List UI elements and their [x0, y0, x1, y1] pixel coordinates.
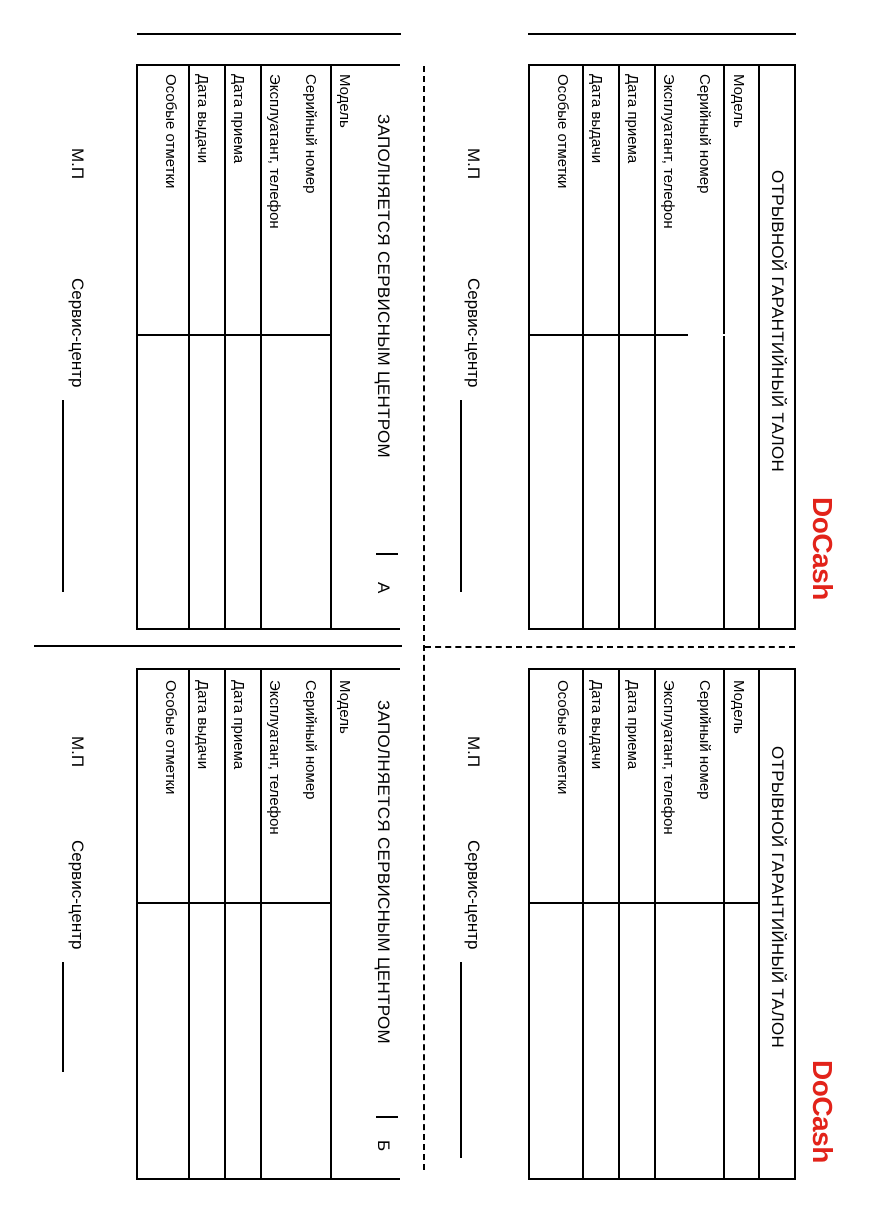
- row-merge-gap: [688, 334, 725, 336]
- value-split-line: [136, 902, 332, 904]
- coupon-title: ОТРЫВНОЙ ГАРАНТИЙНЫЙ ТАЛОН: [768, 170, 787, 473]
- stamp-label: М.П: [464, 736, 483, 768]
- row-divider: [618, 64, 620, 630]
- field-label-receive-date: Дата приема: [230, 680, 247, 770]
- row-divider: [723, 668, 725, 1180]
- table-bottom-edge: [136, 628, 400, 630]
- field-label-operator-phone: Эксплуатант, телефон: [660, 74, 677, 229]
- value-split-line: [528, 902, 758, 904]
- value-split-line: [136, 334, 332, 336]
- row-divider: [582, 668, 584, 1180]
- service-center-label: Сервис-центр: [68, 278, 87, 388]
- field-label-notes: Особые отметки: [554, 680, 571, 795]
- row-divider: [188, 668, 190, 1180]
- row-divider: [618, 668, 620, 1180]
- stamp-label: М.П: [68, 148, 87, 180]
- signature-line: [62, 962, 64, 1072]
- field-label-receive-date: Дата приема: [624, 74, 641, 164]
- row-divider: [330, 668, 332, 1180]
- row-divider: [654, 64, 656, 630]
- field-label-serial: Серийный номер: [302, 74, 319, 194]
- row-divider: [224, 64, 226, 630]
- letter-separator: [376, 1116, 398, 1118]
- field-label-notes: Особые отметки: [162, 680, 179, 795]
- row-divider: [582, 64, 584, 630]
- field-label-receive-date: Дата приема: [624, 680, 641, 770]
- coupon-letter-b: Б: [374, 1140, 393, 1152]
- service-center-label: Сервис-центр: [68, 840, 87, 950]
- field-label-serial: Серийный номер: [696, 74, 713, 194]
- stamp-label: М.П: [464, 148, 483, 180]
- table-top-edge: [136, 668, 400, 670]
- cut-line-horizontal: [425, 646, 795, 648]
- field-label-model: Модель: [336, 74, 353, 128]
- field-label-issue-date: Дата выдачи: [588, 680, 605, 770]
- table-edge: [136, 64, 138, 630]
- cut-line-vertical: [423, 66, 425, 1170]
- field-label-model: Модель: [336, 680, 353, 734]
- fold-line-left: [34, 645, 402, 647]
- service-center-label: Сервис-центр: [464, 278, 483, 388]
- field-label-operator-phone: Эксплуатант, телефон: [266, 74, 283, 229]
- table-top-edge: [136, 64, 400, 66]
- docash-logo: DoCash: [807, 497, 838, 600]
- field-label-model: Модель: [730, 74, 747, 128]
- row-divider: [330, 64, 332, 630]
- field-label-issue-date: Дата выдачи: [194, 74, 211, 164]
- docash-logo: DoCash: [807, 1060, 838, 1163]
- field-label-notes: Особые отметки: [162, 74, 179, 189]
- row-divider: [654, 668, 656, 1180]
- row-divider: [224, 668, 226, 1180]
- field-label-issue-date: Дата выдачи: [194, 680, 211, 770]
- field-label-operator-phone: Эксплуатант, телефон: [266, 680, 283, 835]
- row-divider: [723, 64, 725, 630]
- field-label-operator-phone: Эксплуатант, телефон: [660, 680, 677, 835]
- service-center-label: Сервис-центр: [464, 840, 483, 950]
- signature-line: [460, 962, 462, 1158]
- top-rule-right: [528, 33, 796, 35]
- service-copy-title: ЗАПОЛНЯЕТСЯ СЕРВИСНЫМ ЦЕНТРОМ: [374, 114, 393, 459]
- row-divider: [260, 668, 262, 1180]
- field-label-receive-date: Дата приема: [230, 74, 247, 164]
- row-divider: [188, 64, 190, 630]
- field-label-model: Модель: [730, 680, 747, 734]
- title-column-divider: [758, 668, 760, 1180]
- field-label-serial: Серийный номер: [696, 680, 713, 800]
- row-divider: [260, 64, 262, 630]
- signature-line: [62, 400, 64, 592]
- field-label-notes: Особые отметки: [554, 74, 571, 189]
- field-label-serial: Серийный номер: [302, 680, 319, 800]
- field-label-issue-date: Дата выдачи: [588, 74, 605, 164]
- service-copy-title: ЗАПОЛНЯЕТСЯ СЕРВИСНЫМ ЦЕНТРОМ: [374, 700, 393, 1045]
- letter-separator: [376, 553, 398, 555]
- table-edge: [136, 668, 138, 1180]
- coupon-title: ОТРЫВНОЙ ГАРАНТИЙНЫЙ ТАЛОН: [768, 746, 787, 1049]
- coupon-letter-a: А: [374, 582, 393, 594]
- signature-line: [460, 400, 462, 592]
- stamp-label: М.П: [68, 736, 87, 768]
- top-rule-left: [137, 33, 401, 35]
- table-bottom-edge: [136, 1178, 400, 1180]
- title-column-divider: [758, 64, 760, 630]
